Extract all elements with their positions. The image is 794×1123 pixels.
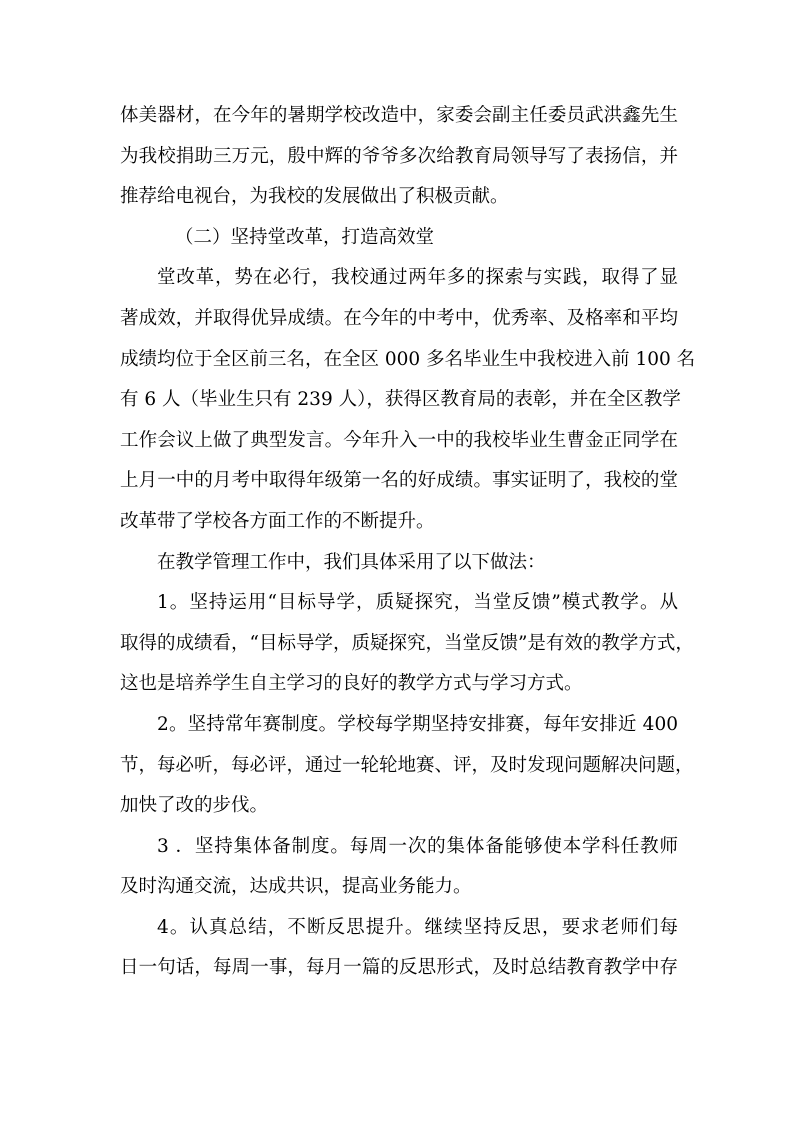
text-line: 改革带了学校各方面工作的不断提升。 [120, 510, 435, 532]
text-line: 在教学管理工作中，我们具体采用了以下做法： [157, 551, 546, 573]
list-item: 1。坚持运用“目标导学，质疑探究，当堂反馈”模式教学。从 [157, 592, 678, 614]
list-item: 2。坚持常年赛制度。学校每学期坚持安排赛，每年安排近 400 [157, 713, 678, 735]
section-heading: （二）坚持堂改革，打造高效堂 [175, 226, 435, 248]
document-body [120, 96, 696, 989]
text-line: 推荐给电视台，为我校的发展做出了积极贡献。 [120, 186, 509, 208]
text-line: 上月一中的月考中取得年级第一名的好成绩。事实证明了，我校的堂 [120, 470, 678, 492]
text-line: 成绩均位于全区前三名，在全区 000 多名毕业生中我校进入前 100 名 [120, 348, 696, 370]
text-line: 为我校捐助三万元，殷中辉的爷爷多次给教育局领导写了表扬信，并 [120, 145, 678, 167]
list-item: 4。认真总结，不断反思提升。继续坚持反思，要求老师们每 [157, 916, 678, 938]
text-line: 及时沟通交流，达成共识，提高业务能力。 [120, 876, 472, 898]
text-line: 这也是培养学生自主学习的良好的教学方式与学习方式。 [120, 673, 583, 695]
text-line: 有 6 人（毕业生只有 239 人），获得区教育局的表彰，并在全区教学 [120, 389, 681, 411]
list-item: 3 ．坚持集体备制度。每周一次的集体备能够使本学科任教师 [157, 835, 678, 857]
text-line: 体美器材，在今年的暑期学校改造中，家委会副主任委员武洪鑫先生 [120, 105, 678, 126]
text-line: 工作会议上做了典型发言。今年升入一中的我校毕业生曹金正同学在 [120, 429, 678, 451]
text-line: 堂改革，势在必行，我校通过两年多的探索与实践，取得了显 [157, 267, 678, 289]
text-line: 取得的成绩看，“目标导学，质疑探究，当堂反馈”是有效的教学方式， [120, 632, 694, 654]
text-line: 著成效，并取得优异成绩。在今年的中考中，优秀率、及格率和平均 [120, 307, 678, 329]
text-line: 加快了改的步伐。 [120, 795, 269, 817]
text-line: 节，每必听，每必评，通过一轮轮地赛、评，及时发现问题解决问题， [120, 754, 694, 776]
text-line: 日一句话，每周一事，每月一篇的反思形式，及时总结教育教学中存 [120, 957, 678, 979]
